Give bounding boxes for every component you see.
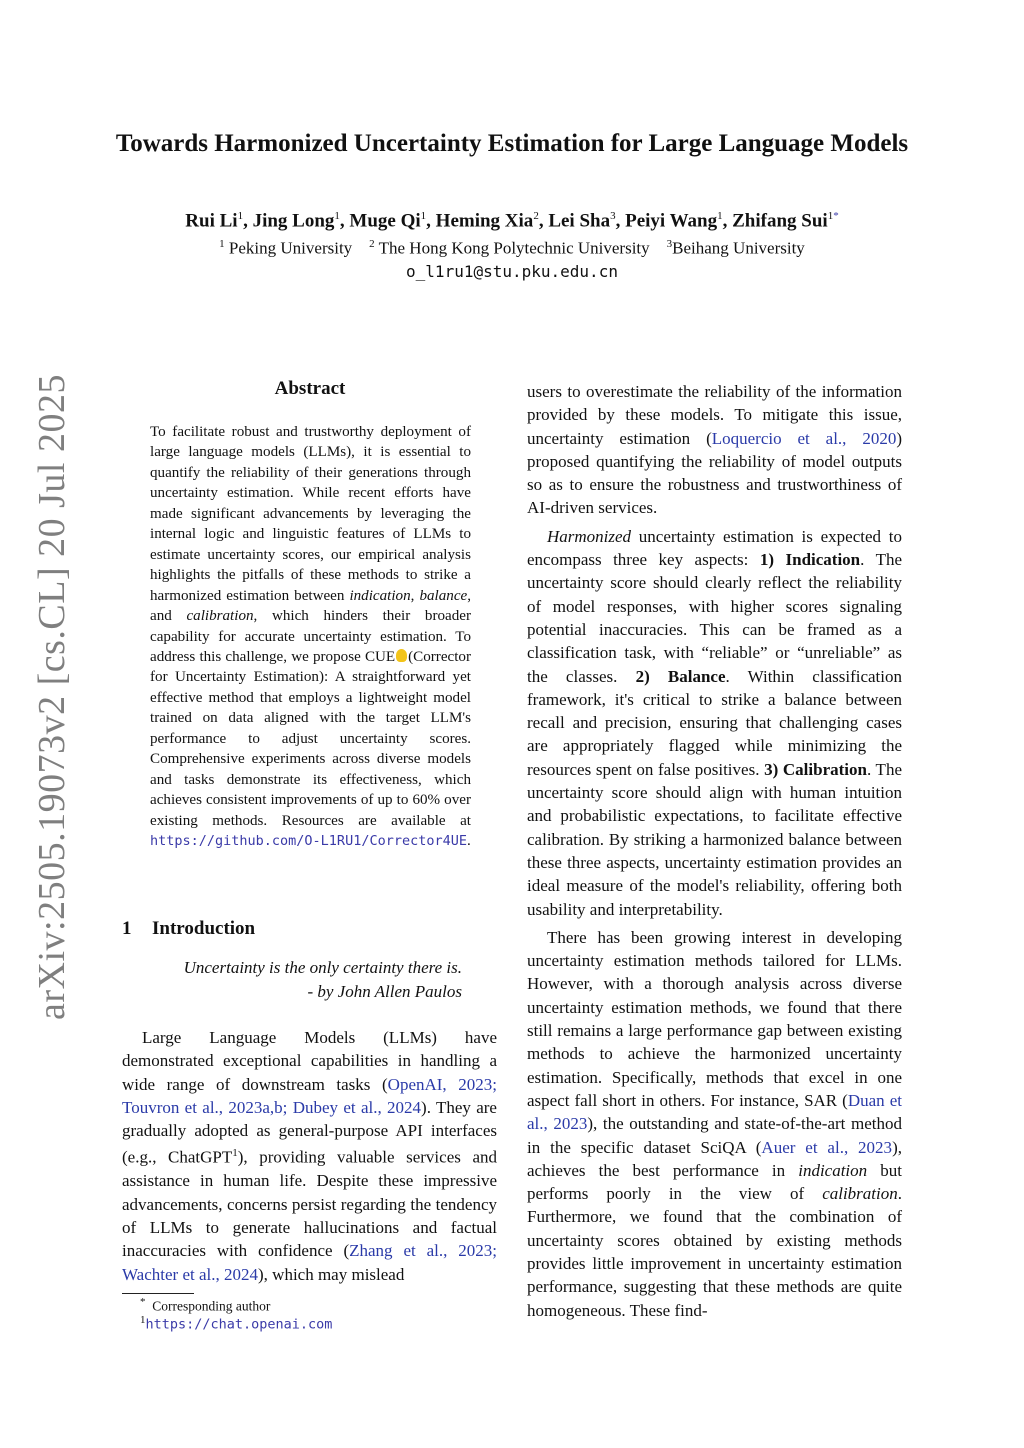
affiliation-number: 2 [369, 238, 375, 250]
author-affiliation-mark: 1 [334, 210, 340, 222]
chatgpt-link[interactable]: https://chat.openai.com [145, 1316, 333, 1333]
abstract-part: To facilitate robust and trustworthy deployment of large language models (LLMs), it is essential to quantify the reliability of their generations through uncertainty estimation. While recent efforts have made significant advancements by leveraging the internal logic and linguistic features of LLMs to estimate uncertainty scores, our empirical analysis highlights the pitfalls of these methods to strike a harmonized estimation between [150, 424, 471, 604]
abstract-part: (Corrector for Uncertainty Estimation): A straightforward yet effective method that employs a lightweight model trained on data aligned with the target LLM's performance to adjust uncertainty scores. Comprehensive experiments across diverse models and tasks demonstrate its effectiveness, which achieves consistent improvements of up to 60% over existing methods. Resources are available at [150, 648, 471, 829]
author-affiliation-mark: 3 [610, 210, 616, 222]
author-name: Muge Qi [349, 210, 421, 232]
citation-link[interactable]: Zhang et al., 2023; Wachter et al., 2024 [122, 1241, 497, 1284]
affiliation-name: Peking University [228, 238, 353, 258]
author-name: Jing Long [252, 210, 335, 232]
emphasis: indication [798, 1160, 868, 1180]
author-affiliation-mark: 1 [827, 210, 834, 222]
footnote-star: * [140, 1296, 146, 1308]
author-affiliation-mark: 1 [420, 210, 427, 222]
aspect-label: 2) Balance [635, 666, 726, 686]
emphasis: Harmonized [547, 526, 632, 546]
arxiv-side-label: arXiv:2505.19073v2 [cs.CL] 20 Jul 2025 [31, 374, 73, 1020]
author-name: Rui Li [185, 210, 238, 232]
paragraph-text: but performs poorly in the view of [527, 1160, 902, 1204]
footnote-url [140, 1314, 332, 1333]
paragraph [527, 525, 902, 921]
aspect-label: 1) Indication [759, 550, 861, 570]
paragraph [527, 380, 902, 520]
intro-text: ), which may mislead [258, 1264, 405, 1284]
abstract-part: , and [150, 587, 471, 625]
author-affiliation-mark: 2 [533, 210, 539, 222]
author-name: Heming Xia [435, 210, 534, 232]
corresponding-mark[interactable]: * [833, 210, 839, 222]
section-title: Introduction [152, 918, 256, 939]
author-name: Lei Sha [548, 210, 611, 232]
footnote-corresponding [140, 1296, 270, 1315]
abstract-heading: Abstract [274, 378, 346, 399]
section-number: 1 [122, 918, 132, 939]
paragraph-text: uncertainty estimation is expected to encompass three key aspects: [527, 526, 902, 570]
epigraph-quote: Uncertainty is the only certainty there is. [183, 958, 462, 977]
citation-link[interactable]: Auer et al., 2023 [761, 1137, 893, 1157]
affiliation-number: 3 [666, 238, 673, 250]
paragraph-text: . Within classification framework, it's critical to strike a balance between recall and precision, ensuring that challenging cases are appropriately flagged while minimizing the resources spent on false positives. [527, 666, 902, 779]
intro-text: Large Language Models (LLMs) have demonstrated exceptional capabilities in handling a wide range of downstream tasks ( [122, 1028, 497, 1094]
paragraph-text: users to overestimate the reliability of the information provided by these models. To mitigate this issue, uncertainty estimation ( [527, 382, 902, 448]
section-heading [122, 918, 255, 940]
footnote-text: Corresponding author [152, 1298, 271, 1314]
aspect-label: 3) Calibration [764, 759, 867, 779]
abstract-part: , [410, 587, 420, 604]
paragraph-text: . The uncertainty score should align with human intuition and probabilistic expectations, to facilitate effective calibration. By striking a harmonized balance between these three aspects, uncertainty estimation provides an ideal measure of the model's reliability, offering both usability and interpretability. [527, 759, 902, 919]
footnote-number: 1 [140, 1314, 146, 1326]
contact-email[interactable]: o_l1ru1@stu.pku.edu.cn [406, 262, 618, 281]
paragraph-text: There has been growing interest in developing uncertainty estimation methods tailored for LLMs. However, with a thorough analysis across diverse uncertainty estimation methods, we found that there still remains a large performance gap between existing methods to achieve the harmonized uncertainty estimation. Specifically, methods that excel in one aspect fall short in others. For instance, SAR ( [527, 927, 902, 1110]
abstract-emphasis: indication [349, 587, 411, 604]
paragraph-text: ), the outstanding and state-of-the-art method in the specific dataset SciQA ( [527, 1114, 902, 1157]
abstract-part: . [466, 833, 471, 850]
author-affiliation-mark: 1 [237, 210, 244, 222]
right-column [527, 380, 902, 1322]
paragraph-text: ), achieves the best performance in [527, 1137, 902, 1180]
intro-text: ), providing valuable services and assistance in human life. Despite these impressive advancements, concerns persist regarding the tendency of LLMs to generate hallucinations and factual inaccuracies with confidence ( [122, 1148, 497, 1261]
intro-paragraph [122, 1026, 497, 1286]
paper-title: Towards Harmonized Uncertainty Estimation for Large Language Models [115, 130, 909, 157]
author-list: Rui Li$^1$, Jing Long$^1$, Muge Qi$^1$, Heming Xia$^2$, Lei Sha$^3$, Peiyi Wang$^1$, Zhifang Sui$^{1*}$ [185, 210, 839, 232]
abstract-text [150, 422, 471, 852]
intro-text: ). They are gradually adopted as general-purpose API interfaces (e.g., ChatGPT [122, 1097, 497, 1168]
author-affiliation-mark: 1 [717, 210, 723, 222]
author-name: Zhifang Sui [732, 210, 828, 232]
footnote-mark[interactable]: 1 [232, 1147, 238, 1160]
abstract-emphasis: calibration [186, 608, 254, 625]
lightbulb-icon [396, 649, 407, 662]
github-link[interactable]: https://github.com/O-L1RU1/Corrector4UE [150, 833, 467, 850]
footnote-divider [122, 1293, 194, 1294]
affiliation-number: 1 [219, 238, 225, 250]
abstract-emphasis: balance [419, 587, 468, 604]
abstract-part: , which hinders their broader capability for accurate uncertainty estimation. To address this challenge, we propose CUE [150, 608, 471, 665]
paragraph-text: . Furthermore, we found that the combination of uncertainty scores obtained by existing methods provides little improvement in uncertainty estimation performance, suggesting that these methods are quite homogeneous. These find- [527, 1184, 902, 1320]
emphasis: calibration [822, 1184, 898, 1204]
author-name: Peiyi Wang [625, 210, 718, 232]
paragraph-text: ) proposed quantifying the reliability of model outputs so as to ensure the robustness and trustworthiness of AI-driven services. [527, 428, 902, 518]
affiliation-name: Beihang University [672, 238, 805, 258]
paragraph [527, 926, 902, 1322]
citation-link[interactable]: Duan et al., 2023 [527, 1090, 903, 1134]
affiliation-name: The Hong Kong Polytechnic University [378, 238, 650, 258]
citation-link[interactable]: OpenAI, 2023; Touvron et al., 2023a,b; Dubey et al., 2024 [122, 1074, 497, 1117]
affiliations [0, 238, 1024, 259]
paragraph-text: . The uncertainty score should clearly reflect the reliability of model responses, with higher scores signaling potential inaccuracies. This can be framed as a classification task, with “reliable” or “unreliable” as the classes. [527, 550, 902, 686]
citation-link[interactable]: Loquercio et al., 2020 [711, 428, 897, 448]
epigraph-author: - by John Allen Paulos [307, 982, 462, 1001]
